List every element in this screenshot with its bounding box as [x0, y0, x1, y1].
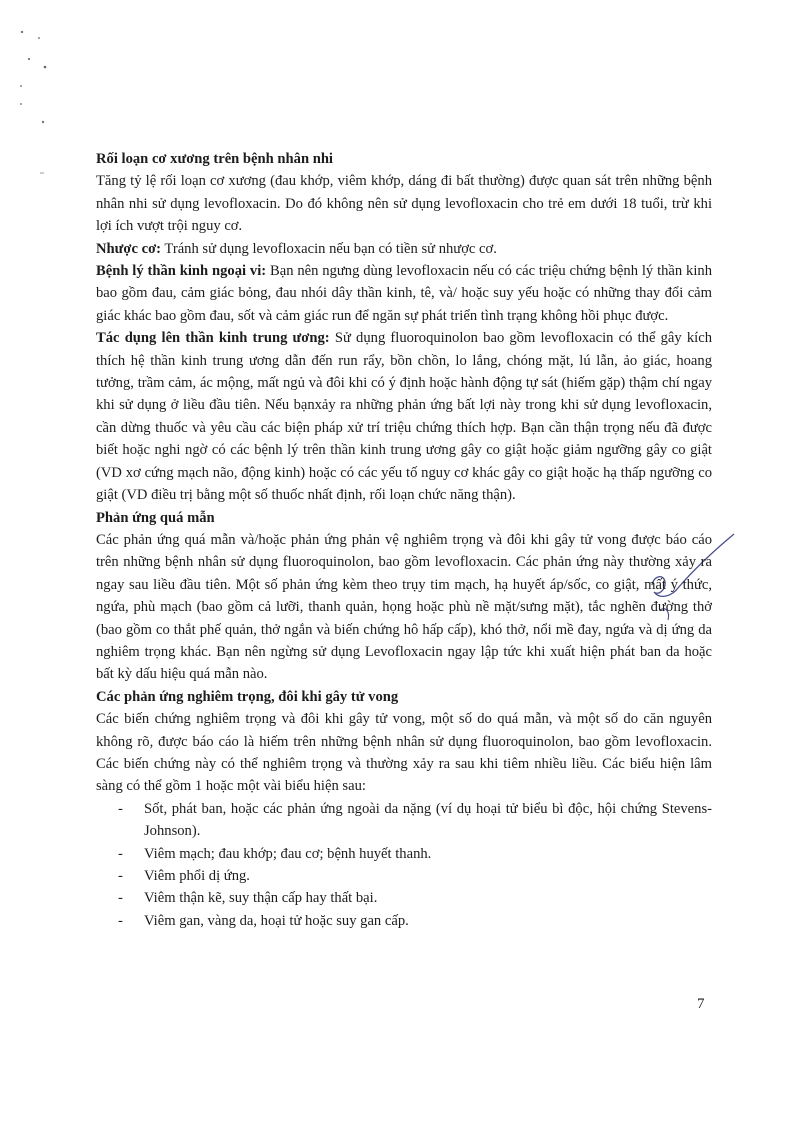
page-number: 7 [697, 996, 705, 1012]
list-item [96, 910, 712, 932]
list-item-text: Viêm mạch; đau khớp; đau cơ; bệnh huyết thanh. [144, 845, 432, 862]
paragraph-musculoskeletal: Tăng tỷ lệ rối loạn cơ xương (đau khớp, viêm khớp, dáng đi bất thường) được quan sát trên những bệnh nhân nhi sử dụng levofloxacin. Do đó không nên sử dụng levofloxacin cho trẻ em dưới 18 tuổi, trừ khi lợi ích vượt trội nguy cơ. [96, 173, 712, 235]
bullet-dash: - [118, 800, 123, 817]
bullet-dash: - [118, 868, 123, 884]
text-neuropathy: Bạn nên ngưng dùng levofloxacin nếu có các triệu chứng bệnh lý thần kinh bao gồm đau, cảm giác bỏng, đau nhói dây thần kinh, tê, và/ hoặc suy yếu hoặc có những thay đổi cảm giác khác bao gồm đau, sốt và cảm giác run để ngăn sự phát triển tình trạng không hồi phục được. [96, 263, 712, 324]
list-item [96, 798, 712, 843]
paragraph-cns [96, 327, 712, 506]
list-item-text: Viêm thận kẽ, suy thận cấp hay thất bại. [144, 890, 378, 907]
paragraph-neuropathy [96, 260, 712, 327]
list-item-text: Viêm gan, vàng da, hoại tử hoặc suy gan cấp. [144, 912, 409, 929]
bullet-dash: - [118, 912, 123, 929]
text-myasthenia: Tránh sử dụng levofloxacin nếu bạn có tiền sử nhược cơ. [161, 240, 497, 257]
list-item-text: Viêm phổi dị ứng. [144, 868, 250, 884]
scan-specks [0, 0, 60, 200]
list-item [96, 865, 712, 887]
text-cns: Sử dụng fluoroquinolon bao gồm levofloxacin có thể gây kích thích hệ thần kinh trung ương dẫn đến run rẩy, bồn chồn, lo lắng, chóng mặt, lú lẫn, ảo giác, hoang tưởng, trầm cảm, ác mộng, mất ngủ và đôi khi có ý định hoặc hành động tự sát (hiếm gặp) thậm chí ngay khi sử dụng ở liều đầu tiên. Nếu bạnxảy ra những phản ứng bất lợi này trong khi sử dụng levofloxacin, cần dừng thuốc và yêu cầu các biện pháp xử trí triệu chứng thích hợp. Bạn cần thận trọng nếu đã được biết hoặc nghi ngờ có các bệnh lý trên thần kinh trung ương gây co giật hoặc giảm ngưỡng gây co giật (VD xơ cứng mạch não, động kinh) hoặc có các yếu tố nguy cơ khác gây co giật hoặc hạ thấp ngưỡng co giật (VD điều trị bằng một số thuốc nhất định, rối loạn chức năng thận). [96, 330, 713, 504]
list-item-text: Sốt, phát ban, hoặc các phản ứng ngoài da nặng (ví dụ hoại tử biểu bì độc, hội chứng Stevens-Johnson). [144, 800, 712, 840]
list-item [96, 843, 712, 865]
paragraph-serious-reactions: Các biến chứng nghiêm trọng và đôi khi gây tử vong, một số do quá mẫn, và một số do căn nguyên không rõ, được báo cáo là hiếm trên những bệnh nhân sử dụng fluoroquinolon, bao gồm levofloxacin. Các biến chứng này có thể nghiêm trọng và thường xảy ra sau khi tiêm nhiều liều. Các biểu hiện lâm sàng có thể gồm 1 hoặc một vài biểu hiện sau: [96, 711, 712, 795]
document-body [96, 148, 712, 932]
paragraph-myasthenia [96, 238, 712, 260]
paragraph-hypersensitivity: Các phản ứng quá mẫn và/hoặc phản ứng phản vệ nghiêm trọng và đôi khi gây tử vong được báo cáo trên những bệnh nhân sử dụng fluoroquinolon, bao gồm levofloxacin. Các phản ứng này thường xảy ra ngay sau liều đầu tiên. Một số phản ứng kèm theo trụy tim mạch, hạ huyết áp/sốc, co giật, mất ý thức, ngứa, phù mạch (bao gồm cả lưỡi, thanh quản, họng hoặc phù nề mặt/sưng mặt), tắc nghẽn đường thở (bao gồm co thắt phế quản, thở ngắn và biến chứng hô hấp cấp), khó thở, nổi mề đay, ngứa và dị ứng da nghiêm trọng khác. Bạn nên ngừng sử dụng Levofloxacin ngay lập tức khi xuất hiện phát ban da hoặc bất kỳ dấu hiệu quá mẫn nào. [96, 531, 712, 683]
label-neuropathy: Bệnh lý thần kinh ngoại vi: [96, 263, 267, 280]
bullet-dash: - [118, 890, 123, 907]
section-heading-serious-reactions: Các phản ứng nghiêm trọng, đôi khi gây tử vong [96, 688, 399, 705]
list-item [96, 887, 712, 909]
clinical-manifestations-list [96, 798, 712, 932]
bullet-dash: - [118, 845, 123, 862]
label-cns: Tác dụng lên thần kinh trung ương: [96, 330, 330, 347]
label-myasthenia: Nhược cơ: [96, 240, 162, 257]
section-heading-musculoskeletal: Rối loạn cơ xương trên bệnh nhân nhi [96, 151, 333, 167]
section-heading-hypersensitivity: Phản ứng quá mẫn [96, 509, 215, 526]
